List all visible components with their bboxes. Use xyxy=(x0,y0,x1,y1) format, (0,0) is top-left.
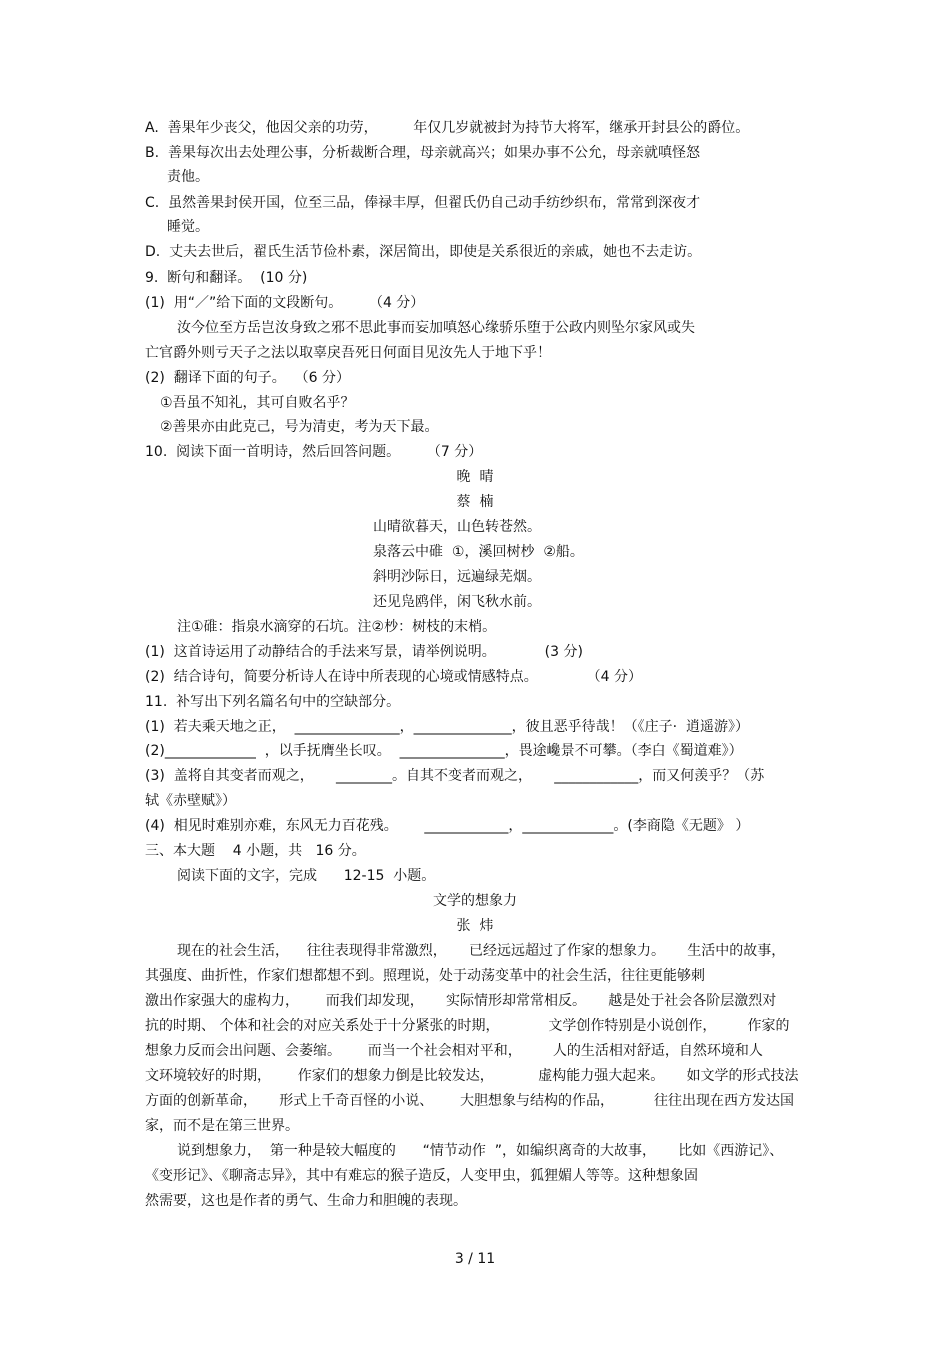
q9-part2-title: (2) 翻译下面的句子。 （6 分） xyxy=(145,370,350,386)
poem-title: 晚 晴 xyxy=(456,469,494,485)
section3-title: 三、本大题 4 小题，共 16 分。 xyxy=(145,843,366,859)
poem-author: 蔡 楠 xyxy=(456,494,494,510)
paragraph-line: 《变形记》、《聊斋志异》，其中有难忘的猴子造反，人变甲虫，狐狸媚人等等。这种想象固 xyxy=(145,1168,698,1184)
option-b-line1: B. 善果每次出去处理公事，分析裁断合理，母亲就高兴；如果办事不公允，母亲就嗔怪怒 xyxy=(145,145,700,161)
q9-title: 9. 断句和翻译。 (10 分) xyxy=(145,270,308,286)
paragraph-line: 家，而不是在第三世界。 xyxy=(145,1118,299,1134)
essay-title: 文学的想象力 xyxy=(433,893,517,909)
poem-note: 注①碓：指泉水滴穿的石坑。注②杪：树枝的末梢。 xyxy=(177,619,497,635)
q11-line-4: (4) 相见时难别亦难，东风无力百花残。 ____________，_____________。(李商隐《无题》 ） xyxy=(145,818,750,834)
q9-part1-text-line2: 亡官爵外则亏天子之法以取辜戾吾死日何面目见汝先人于地下乎！ xyxy=(145,345,551,361)
paragraph-line: 方面的创新革命， 形式上千奇百怪的小说、 大胆想象与结构的作品， 往往出现在西方发达国 xyxy=(145,1093,795,1109)
q11-line-2: (2)_____________ ，以手抚膺坐长叹。 _______________，畏途巉景不可攀。（李白《蜀道难》） xyxy=(145,743,743,759)
paragraph-line: 然需要，这也是作者的勇气、生命力和胆魄的表现。 xyxy=(145,1193,467,1209)
paragraph-line: 现在的社会生活， 往往表现得非常激烈， 已经远远超过了作家的想象力。 生活中的故事， xyxy=(177,943,786,959)
q11-title: 11. 补写出下列名篇名句中的空缺部分。 xyxy=(145,694,401,710)
q9-part1-title: (1) 用“／”给下面的文段断句。 （4 分） xyxy=(145,295,425,311)
q9-sentence-1: ①吾虽不知礼，其可自败名乎？ xyxy=(160,395,355,411)
option-a: A. 善果年少丧父，他因父亲的功劳， 年仅几岁就被封为持节大将军，继承开封县公的爵位。 xyxy=(145,120,750,136)
paragraph-line: 文环境较好的时期， 作家们的想象力倒是比较发达， 虚构能力强大起来。 如文学的形式技法 xyxy=(145,1068,799,1084)
poem-line-1: 山晴欲暮天，山色转苍然。 xyxy=(373,519,541,535)
paragraph-line: 激出作家强大的虚构力， 而我们却发现， 实际情形却常常相反。 越是处于社会各阶层激烈对 xyxy=(145,993,777,1009)
option-c-line2: 睡觉。 xyxy=(167,219,209,235)
page-number: 3 / 11 xyxy=(454,1251,496,1267)
option-b-line2: 责他。 xyxy=(167,169,209,185)
poem-line-4: 还见凫鸥伴，闲飞秋水前。 xyxy=(373,594,541,610)
paragraph-line: 抗的时期、 个体和社会的对应关系处于十分紧张的时期， 文学创作特别是小说创作， 作家的 xyxy=(145,1018,790,1034)
q11-line-3-cont: 轼《赤壁赋》） xyxy=(145,793,236,809)
q10-part1: (1) 这首诗运用了动静结合的手法来写景，请举例说明。 (3 分) xyxy=(145,644,583,660)
q9-part1-text-line1: 汝今位至方岳岂汝身致之邪不思此事而妄加嗔怒心缘骄乐堕于公政内则坠尔家风或失 xyxy=(177,320,695,336)
essay-author: 张 炜 xyxy=(456,918,494,934)
paragraph-line: 其强度、曲折性，作家们想都想不到。照理说，处于动荡变革中的社会生活，往往更能够刺 xyxy=(145,968,705,984)
option-d: D. 丈夫去世后，翟氏生活节俭朴素，深居简出，即使是关系很近的亲戚，她也不去走访。 xyxy=(145,244,702,260)
poem-line-2: 泉落云中碓 ①，溪回树杪 ②船。 xyxy=(373,544,584,560)
paragraph-line: 想象力反而会出问题、会萎缩。 而当一个社会相对平和， 人的生活相对舒适，自然环境和人 xyxy=(145,1043,763,1059)
poem-line-3: 斜明沙际日，远遍绿芜烟。 xyxy=(373,569,541,585)
q11-line-1: (1) 若夫乘天地之正， _______________，______________，彼且恶乎待哉！（《庄子· 逍遥游》） xyxy=(145,719,749,735)
q9-sentence-2: ②善果亦由此克己，号为清吏，考为天下最。 xyxy=(160,419,439,435)
q11-line-3: (3) 盖将自其变者而观之， ________。自其不变者而观之， ____________，而又何羡乎？（苏 xyxy=(145,768,765,784)
q10-part2: (2) 结合诗句，简要分析诗人在诗中所表现的心境或情感特点。 （4 分） xyxy=(145,669,643,685)
section3-instruction: 阅读下面的文字，完成 12-15 小题。 xyxy=(177,868,436,884)
option-c-line1: C. 虽然善果封侯开国，位至三品，俸禄丰厚，但翟氏仍自己动手纺纱织布，常常到深夜才 xyxy=(145,195,701,211)
q10-title: 10. 阅读下面一首明诗，然后回答问题。 （7 分） xyxy=(145,444,483,460)
paragraph-line: 说到想象力， 第一种是较大幅度的 “情节动作 ”，如编织离奇的大故事， 比如《西游记》、 xyxy=(177,1143,784,1159)
